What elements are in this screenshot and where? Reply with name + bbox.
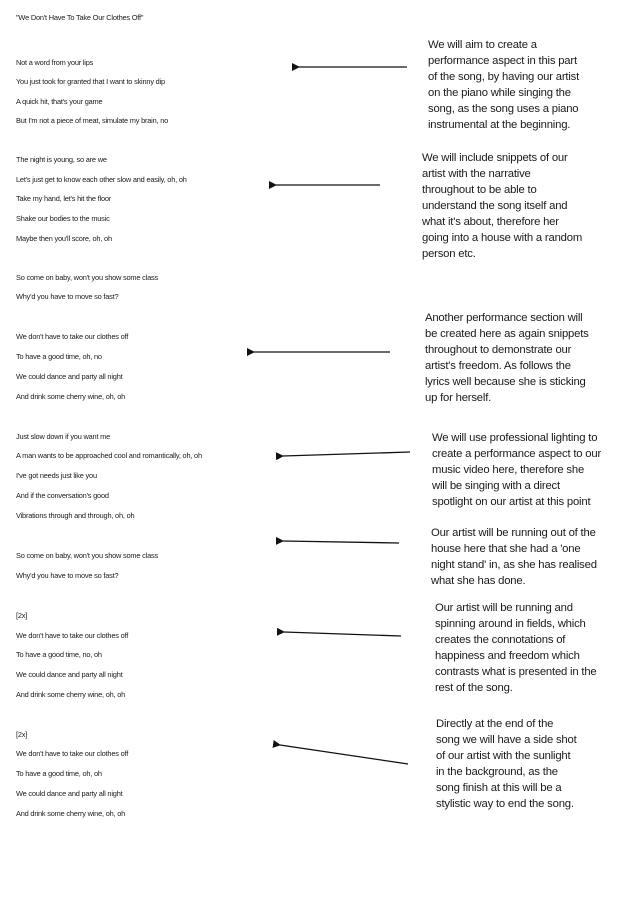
lyric-line: To have a good time, no, oh	[16, 650, 102, 659]
lyric-line: So come on baby, won't you show some class	[16, 551, 158, 560]
lyric-line: I've got needs just like you	[16, 471, 97, 480]
lyric-line: Take my hand, let's hit the floor	[16, 194, 112, 203]
lyric-line: And if the conversation's good	[16, 491, 109, 500]
arrow-7	[280, 745, 408, 764]
lyric-line: The night is young, so are we	[16, 155, 107, 164]
arrow-6	[284, 632, 401, 636]
note-performance-section: Another performance section will be created here as again snippets throughout to demonstrate our artist's freedom. As follows the lyrics well because she is sticking up for herself.	[425, 312, 589, 404]
lyric-line: We don't have to take our clothes off	[16, 332, 129, 341]
lyric-line: Vibrations through and through, oh, oh	[16, 511, 135, 520]
lyric-line: Why'd you have to move so fast?	[16, 571, 119, 580]
arrow-4	[283, 452, 410, 456]
lyric-line: And drink some cherry wine, oh, oh	[16, 809, 126, 818]
note-piano-performance: We will aim to create a performance aspect in this part of the song, by having our artist on the piano while singing the song, as the song uses a piano instrumental at the beginning.	[428, 39, 580, 131]
note-ending-shot: Directly at the end of the song we will have a side shot of our artist with the sunlight in the background, as the song finish at this will be a stylistic way to end the song.	[436, 718, 577, 810]
note-narrative-snippets: We will include snippets of our artist with the narrative throughout to be able to understand the song itself and what it's about, therefore her going into a house with a random person etc.	[422, 152, 583, 260]
arrow-5	[283, 541, 399, 543]
lyric-line: A quick hit, that's your game	[16, 97, 103, 106]
lyric-line: And drink some cherry wine, oh, oh	[16, 392, 126, 401]
note-fields: Our artist will be running and spinning around in fields, which creates the connotations of happiness and freedom which contrasts what is presented in the rest of the song.	[435, 602, 597, 694]
lyric-line: A man wants to be approached cool and romantically, oh, oh	[16, 451, 202, 460]
note-lighting: We will use professional lighting to create a performance aspect to our music video here, therefore she will be singing with a direct spotlight on our artist at this point	[432, 432, 602, 508]
song-title: "We Don't Have To Take Our Clothes Off"	[16, 13, 144, 22]
lyric-line: Just slow down if you want me	[16, 432, 111, 441]
lyric-line: We could dance and party all night	[16, 789, 123, 798]
note-running-out: Our artist will be running out of the house here that she had a 'one night stand' in, as she has realised what she has done.	[431, 527, 597, 587]
lyric-line: So come on baby, won't you show some class	[16, 273, 158, 282]
lyric-line: You just took for granted that I want to skinny dip	[16, 77, 165, 86]
lyric-line: We don't have to take our clothes off	[16, 631, 129, 640]
lyric-line: We could dance and party all night	[16, 372, 123, 381]
lyric-line: Let's just get to know each other slow and easily, oh, oh	[16, 175, 187, 184]
lyric-line: Not a word from your lips	[16, 58, 94, 67]
lyric-line: Why'd you have to move so fast?	[16, 292, 119, 301]
lyric-line: [2x]	[16, 611, 28, 620]
lyric-line: [2x]	[16, 730, 28, 739]
lyric-line: And drink some cherry wine, oh, oh	[16, 690, 126, 699]
lyric-line: To have a good time, oh, oh	[16, 769, 102, 778]
lyric-line: But I'm not a piece of meat, simulate my brain, no	[16, 116, 169, 125]
lyric-line: To have a good time, oh, no	[16, 352, 102, 361]
lyric-line: Shake our bodies to the music	[16, 214, 110, 223]
lyric-line: We don't have to take our clothes off	[16, 749, 129, 758]
lyric-line: We could dance and party all night	[16, 670, 123, 679]
lyric-line: Maybe then you'll score, oh, oh	[16, 234, 112, 243]
